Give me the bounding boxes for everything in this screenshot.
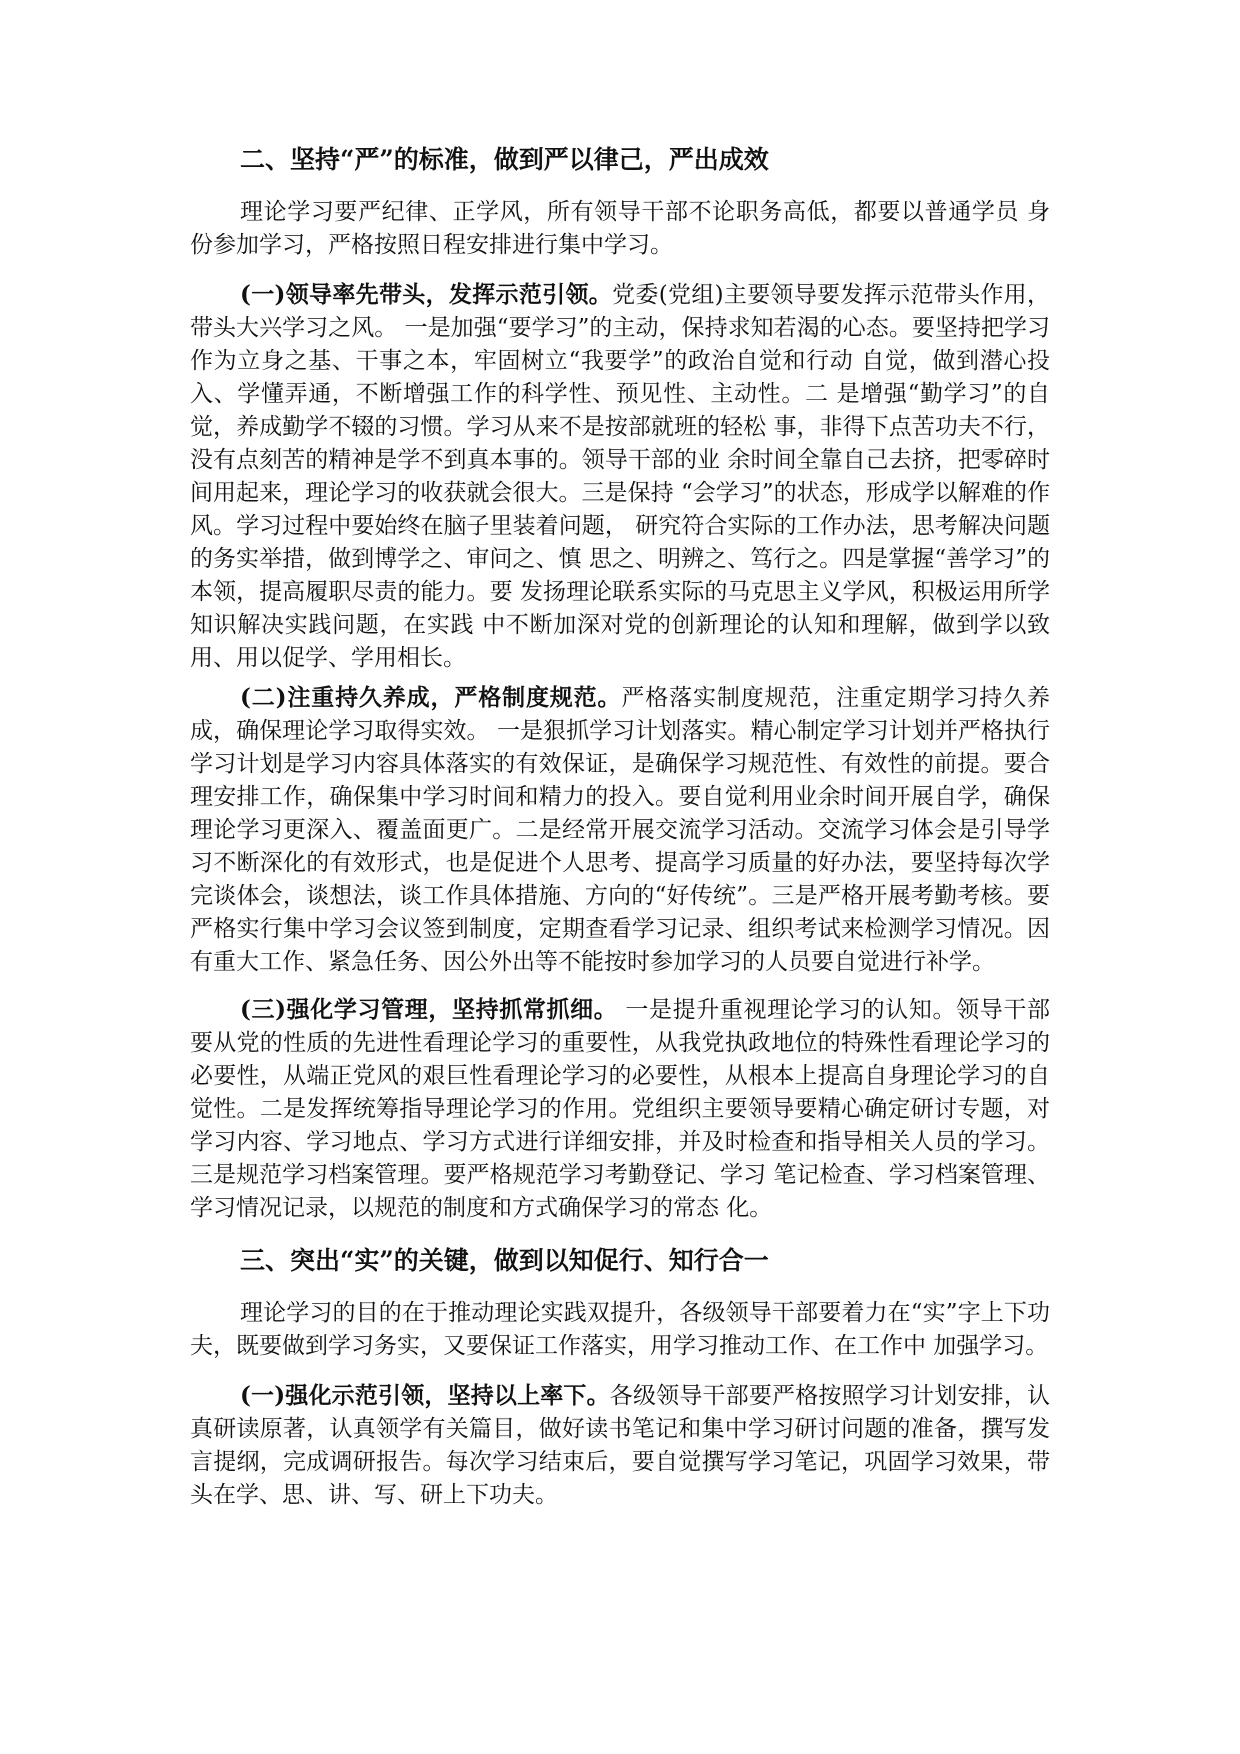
section-intro-2: 理论学习要严纪律、正学风，所有领导干部不论职务高低，都要以普通学员 身份参加学习，严格按照日程安排进行集中学习。	[190, 199, 1050, 258]
section-intro-3: 理论学习的目的在于推动理论实践双提升，各级领导干部要着力在“实”字上下功夫，既要做到学习务实，又要保证工作落实，用学习推动工作、在工作中 加强学习。	[190, 1300, 1050, 1359]
subsection-3-1	[190, 1379, 1050, 1512]
subsection-title: (三)强化学习管理，坚持抓常抓细。	[240, 996, 618, 1023]
subsection-body: 党委(党组)主要领导要发挥示范带头作用，带头大兴学习之风。 一是加强“要学习”的主动，保持求知若渴的心态。要坚持把学习作为立身之基、干事之本，牢固树立“我要学”的政治自觉和行动 自觉，做到潜心投入、学懂弄通，不断增强工作的科学性、预见性、主动性。二 是增强“勤学习”的自觉，养成勤学不辍的习惯。学习从来不是按部就班的轻松 事，非得下点苦功夫不行，没有点刻苦的精神是学不到真本事的。领导干部的业 余时间全靠自己去挤，把零碎时间用起来，理论学习的收获就会很大。三是保持 “会学习”的状态，形成学以解难的作风。学习过程中要始终在脑子里装着问题， 研究符合实际的工作办法，思考解决问题的务实举措，做到博学之、审问之、慎 思之、明辨之、笃行之。四是掌握“善学习”的本领，提高履职尽责的能力。要 发扬理论联系实际的马克思主义学风，积极运用所学知识解决实践问题，在实践 中不断加深对党的创新理论的认知和理解，做到学以致用、用以促学、学用相长。	[190, 282, 1050, 671]
subsection-2-1	[190, 278, 1050, 675]
subsection-2-2	[190, 681, 1050, 979]
subsection-2-3	[190, 993, 1050, 1225]
subsection-title: (一)领导率先带头，发挥示范引领。	[240, 281, 613, 308]
subsection-body: 严格落实制度规范，注重定期学习持久养成，确保理论学习取得实效。 一是狠抓学习计划落实。精心制定学习计划并严格执行学习计划是学习内容具体落实的有效保证，是确保学习规范性、有效性的前提。要合理安排工作，确保集中学习时间和精力的投入。要自觉利用业余时间开展自学，确保理论学习更深入、覆盖面更广。二是经常开展交流学习活动。交流学习体会是引导学习不断深化的有效形式，也是促进个人思考、提高学习质量的好办法，要坚持每次学完谈体会，谈想法，谈工作具体措施、方向的“好传统”。三是严格开展考勤考核。要严格实行集中学习会议签到制度，定期查看学习记录、组织考试来检测学习情况。因有重大工作、紧急任务、因公外出等不能按时参加学习的人员要自觉进行补学。	[190, 685, 1051, 975]
subsection-body: 各级领导干部要严格按照学习计划安排，认真研读原著，认真领学有关篇目，做好读书笔记和集中学习研讨问题的准备，撰写发言提纲，完成调研报告。每次学习结束后，要自觉撰写学习笔记，巩固学习效果，带头在学、思、讲、写、研上下功夫。	[190, 1383, 1051, 1508]
subsection-title: (二)注重持久养成，严格制度规范。	[240, 684, 622, 711]
section-heading-2: 二、坚持“严”的标准，做到严以律己，严出成效	[240, 145, 769, 174]
subsection-title: (一)强化示范引领，坚持以上率下。	[240, 1382, 610, 1409]
section-heading-3: 三、突出“实”的关键，做到以知促行、知行合一	[240, 1246, 769, 1275]
subsection-body: 一是提升重视理论学习的认知。领导干部要从党的性质的先进性看理论学习的重要性，从我党执政地位的特殊性看理论学习的必要性，从端正党风的艰巨性看理论学习的必要性，从根本上提高自身理论学习的自觉性。二是发挥统筹指导理论学习的作用。党组织主要领导要精心确定研讨专题，对学习内容、学习地点、学习方式进行详细安排，并及时检查和指导相关人员的学习。三是规范学习档案管理。要严格规范学习考勤登记、学习 笔记检查、学习档案管理、学习情况记录，以规范的制度和方式确保学习的常态 化。	[190, 997, 1051, 1221]
document-body	[190, 142, 1050, 1528]
